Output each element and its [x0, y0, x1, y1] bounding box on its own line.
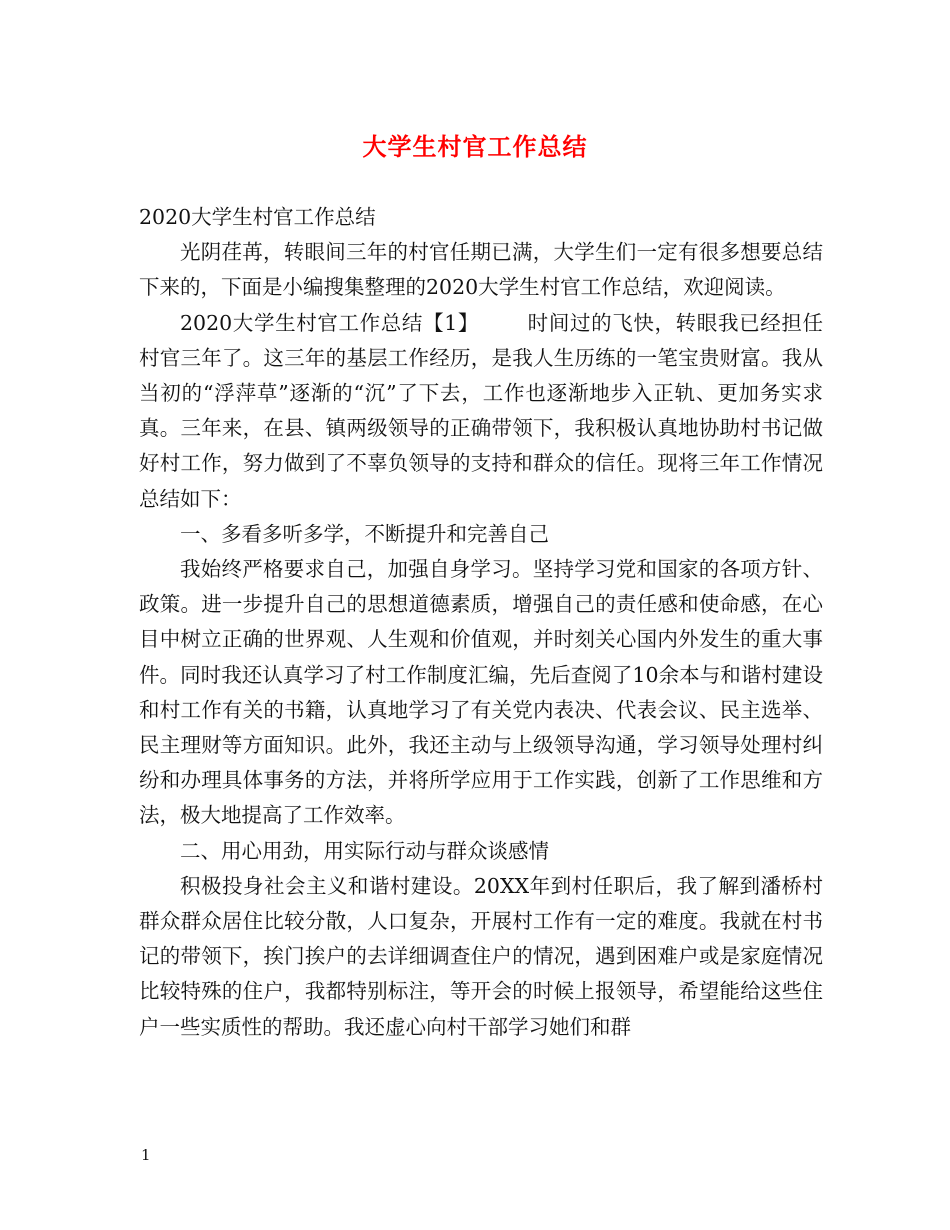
- paragraph-harmony: 积极投身社会主义和谐村建设。20XX年到村任职后，我了解到潘桥村群众群众居住比较分散，人口复杂，开展村工作有一定的难度。我就在村书记的带领下，挨门挨户的去详细调查住户的情况，遇到困难户或是家庭情况比较特殊的住户，我都特别标注，等开会的时候上报领导，希望能给这些住户一些实质性的帮助。我还虚心向村干部学习她们和群: [139, 873, 823, 1039]
- paragraph-study: 我始终严格要求自己，加强自身学习。坚持学习党和国家的各项方针、政策。进一步提升自己的思想道德素质，增强自己的责任感和使命感，在心目中树立正确的世界观、人生观和价值观，并时刻关心国内外发生的重大事件。同时我还认真学习了村工作制度汇编，先后查阅了10余本与和谐村建设和村工作有关的书籍，认真地学习了有关党内表决、代表会议、民主选举、民主理财等方面知识。此外，我还主动与上级领导沟通，学习领导处理村纠纷和办理具体事务的方法，并将所学应用于工作实践，创新了工作思维和方法，极大地提高了工作效率。: [139, 557, 823, 828]
- heading-one: 一、多看多听多学，不断提升和完善自己: [180, 521, 549, 546]
- section-lead: 2020大学生村官工作总结【1】: [180, 310, 480, 335]
- heading-two: 二、用心用劲，用实际行动与群众谈感情: [180, 838, 549, 863]
- page-number: 1: [141, 1146, 151, 1164]
- section-body: 时间过的飞快，转眼我已经担任村官三年了。这三年的基层工作经历，是我人生历练的一笔宝贵财富。我从当初的“浮萍草”逐渐的“沉”了下去，工作也逐渐地步入正轨、更加务实求真。三年来，在县、镇两级领导的正确带领下，我积极认真地协助村书记做好村工作，努力做到了不辜负领导的支持和群众的信任。现将三年工作情况总结如下：: [139, 310, 824, 511]
- paragraph-section-1: [139, 306, 823, 517]
- document-subtitle: 2020大学生村官工作总结: [139, 205, 376, 229]
- document-body: [139, 200, 823, 1045]
- document-title: 大学生村官工作总结: [362, 132, 588, 161]
- paragraph-intro: 光阴荏苒，转眼间三年的村官任期已满，大学生们一定有很多想要总结下来的，下面是小编搜集整理的2020大学生村官工作总结，欢迎阅读。: [139, 240, 823, 300]
